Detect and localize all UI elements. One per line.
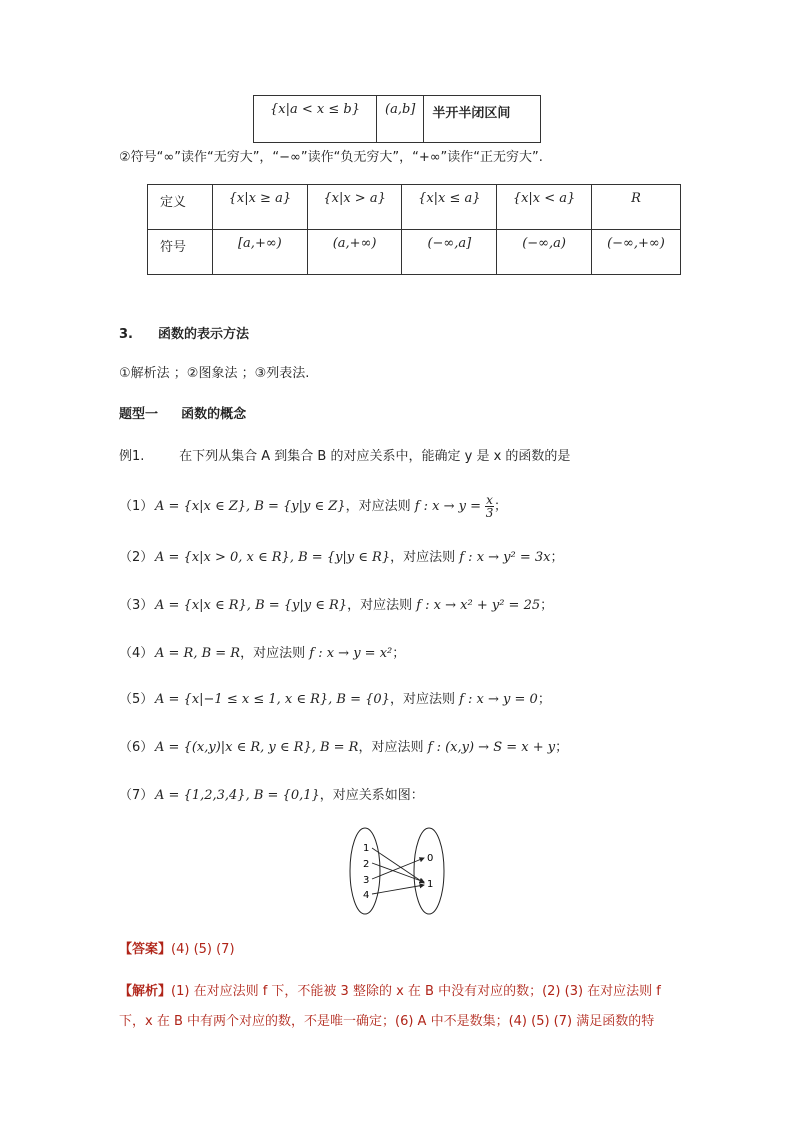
item-sets: A = {1,2,3,4}, B = {0,1}: [155, 788, 320, 803]
analysis-line-2: 下，x 在 B 中有两个对应的数，不是唯一确定；(6) A 中不是数集；(4) (5) (7) 满足函数的特: [119, 1014, 655, 1029]
list-item: [119, 736, 568, 755]
item-tail: ；: [493, 499, 507, 514]
set-a-element: 2: [363, 859, 370, 870]
item-number: （5）: [119, 692, 154, 707]
item-sets: A = {x|x ∈ Z}, B = {y|y ∈ Z}: [155, 499, 346, 514]
item-number: （4）: [119, 646, 154, 661]
section-heading: [119, 323, 249, 342]
item-rule: f : (x,y) → S = x + y: [427, 740, 556, 755]
section-title: 函数的表示方法: [158, 327, 250, 342]
infinity-note: ②符号“∞”读作“无穷大”，“−∞”读作“负无穷大”，“+∞”读作“正无穷大”.: [119, 150, 543, 165]
table-cell: {x|x ≥ a}: [213, 185, 308, 230]
interval-symbol-table: [147, 184, 681, 275]
item-number: （1）: [119, 499, 154, 514]
item-number: （6）: [119, 740, 154, 755]
item-rule: f : x → y = x²: [309, 646, 393, 661]
table-cell: 半开半闭区间: [424, 96, 541, 143]
item-rule-prefix: ，对应法则: [347, 598, 417, 613]
list-item: [119, 688, 551, 707]
item-rule: f : x → y =: [414, 499, 486, 514]
analysis-text-1: (1) 在对应法则 f 下，不能被 3 整除的 x 在 B 中没有对应的数；(2) (3) 在对应法则 f: [171, 984, 661, 999]
fraction: [485, 494, 494, 519]
interval-table-partial: [253, 95, 541, 143]
analysis-tag: 【解析】: [119, 984, 172, 999]
table-cell: {x|x > a}: [307, 185, 402, 230]
item-tail: ；: [540, 598, 554, 613]
list-item: [119, 594, 553, 613]
item-tail: ；: [555, 740, 569, 755]
table-cell: (a,b]: [377, 96, 424, 143]
table-cell: R: [591, 185, 680, 230]
topic-label: 题型一: [119, 407, 159, 422]
table-cell: {x|a < x ≤ b}: [254, 96, 377, 143]
set-a-element: 3: [363, 875, 370, 886]
item-rule-prefix: ，对应法则: [390, 550, 460, 565]
item-tail: ；: [550, 550, 564, 565]
example-label: 例1.: [119, 449, 145, 464]
list-item: [119, 494, 507, 519]
set-b-element: 1: [427, 879, 434, 890]
item-sets: A = {x|−1 ≤ x ≤ 1, x ∈ R}, B = {0}: [155, 692, 390, 707]
item-rule-prefix: ，对应法则: [358, 740, 428, 755]
table-row: [148, 185, 681, 230]
example-prompt-line: [119, 445, 570, 464]
item-tail: ；: [537, 692, 551, 707]
item-number: （2）: [119, 550, 154, 565]
table-cell: (−∞,a]: [402, 230, 497, 275]
list-item: [119, 546, 564, 565]
item-rule: f : x → y = 0: [459, 692, 538, 707]
set-b-ellipse: [414, 828, 444, 914]
table-cell: (a,+∞): [307, 230, 402, 275]
item-sets: A = R, B = R: [155, 646, 241, 661]
item-rule-prefix: ，对应法则: [240, 646, 310, 661]
table-cell: (−∞,a): [497, 230, 592, 275]
item-sets: A = {x|x > 0, x ∈ R}, B = {y|y ∈ R}: [155, 550, 391, 565]
example-prompt: 在下列从集合 A 到集合 B 的对应关系中，能确定 y 是 x 的函数的是: [179, 449, 571, 464]
list-item: [119, 784, 424, 803]
set-a-element: 4: [363, 890, 370, 901]
set-a-ellipse: [350, 828, 380, 914]
answer-line: [119, 938, 235, 957]
item-number: （3）: [119, 598, 154, 613]
item-sets: A = {x|x ∈ R}, B = {y|y ∈ R}: [155, 598, 348, 613]
table-row: [254, 96, 541, 143]
item-rule: f : x → x² + y² = 25: [416, 598, 541, 613]
item-sets: A = {(x,y)|x ∈ R, y ∈ R}, B = R: [155, 740, 359, 755]
list-item: [119, 642, 405, 661]
table-row: [148, 230, 681, 275]
table-cell: (−∞,+∞): [591, 230, 680, 275]
item-rule-prefix: ，对应法则: [389, 692, 460, 707]
item-number: （7）: [119, 788, 154, 803]
topic-heading: [119, 403, 246, 422]
mapping-diagram: [345, 825, 455, 920]
fraction-numerator: x: [486, 493, 493, 507]
answer-text: (4) (5) (7): [171, 942, 235, 957]
table-header-cell: 符号: [148, 230, 213, 275]
table-cell: {x|x < a}: [497, 185, 592, 230]
table-cell: {x|x ≤ a}: [402, 185, 497, 230]
fraction-denominator: 3: [485, 506, 494, 520]
section-number: 3.: [119, 327, 133, 342]
analysis-line-1: [119, 980, 661, 999]
item-rule-prefix: ，对应关系如图：: [319, 788, 424, 803]
topic-title: 函数的概念: [181, 407, 247, 422]
table-cell: [a,+∞): [213, 230, 308, 275]
set-a-element: 1: [363, 843, 370, 854]
item-rule-prefix: ，对应法则: [345, 499, 415, 514]
representation-methods: ①解析法 ；②图象法 ；③列表法.: [119, 366, 310, 381]
table-header-cell: 定义: [148, 185, 213, 230]
answer-tag: 【答案】: [119, 942, 172, 957]
item-tail: ；: [392, 646, 406, 661]
set-b-element: 0: [427, 853, 434, 864]
item-rule: f : x → y² = 3x: [459, 550, 551, 565]
